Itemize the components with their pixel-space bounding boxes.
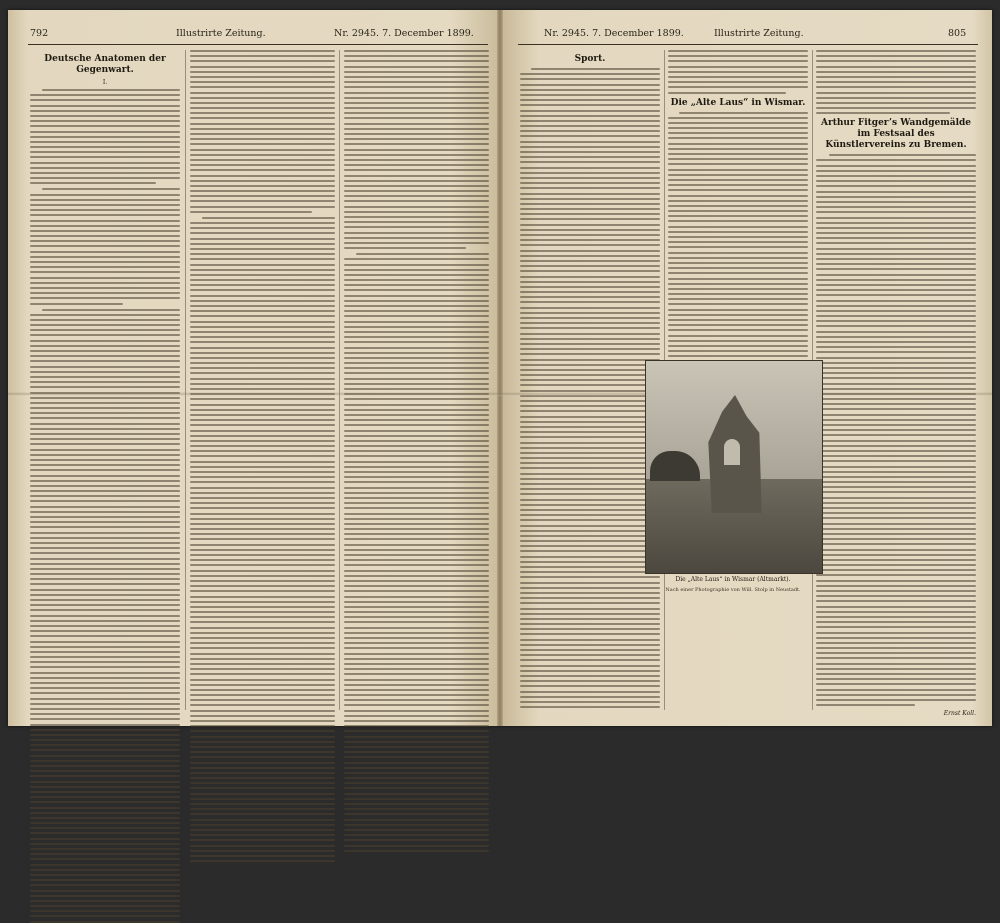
right-column-1 — [520, 50, 660, 710]
right-page-header — [500, 28, 992, 42]
left-header-rule — [28, 44, 488, 45]
article-body-text — [30, 89, 180, 923]
left-column-divider-1 — [185, 50, 186, 710]
photo-caption: Die „Alte Laus“ in Wismar (Altmarkt). — [675, 576, 791, 583]
right-page-number: 805 — [948, 28, 967, 39]
left-column-2 — [190, 50, 335, 710]
left-page — [8, 10, 500, 726]
alte-laus-photo — [645, 360, 823, 574]
right-header-rule — [518, 44, 978, 45]
right-journal-title: Illustrirte Zeitung. — [714, 28, 804, 39]
wismar-heading: Die „Alte Laus“ in Wismar. — [670, 97, 806, 108]
left-page-header — [8, 28, 500, 42]
horizontal-crease — [8, 392, 992, 396]
newspaper-spread — [8, 10, 992, 726]
article-title: Deutsche Anatomen der Gegenwart. — [44, 54, 166, 75]
sport-heading: Sport. — [574, 54, 606, 64]
left-column-1 — [30, 50, 180, 710]
fitger-heading: Arthur Fitger’s Wandgemälde im Festsaal des Künstlervereins zu Bremen. — [820, 118, 972, 151]
left-column-divider-2 — [339, 50, 340, 710]
photo-credit: Nach einer Photographie von Will. Stolp in Neustadt. — [665, 587, 801, 593]
right-column-3 — [816, 50, 976, 718]
fitger-body-text — [816, 154, 976, 717]
left-column-3 — [344, 50, 489, 710]
right-issue-date: Nr. 2945. 7. December 1899. — [544, 28, 684, 39]
fitger-author: Ernst Koll. — [943, 710, 976, 718]
left-journal-title: Illustrirte Zeitung. — [176, 28, 266, 39]
center-fold — [497, 10, 503, 726]
left-page-number: 792 — [30, 28, 49, 39]
left-issue-date: Nr. 2945. 7. December 1899. — [334, 28, 474, 39]
article-part: I. — [102, 79, 108, 86]
sport-body-text — [520, 68, 660, 708]
